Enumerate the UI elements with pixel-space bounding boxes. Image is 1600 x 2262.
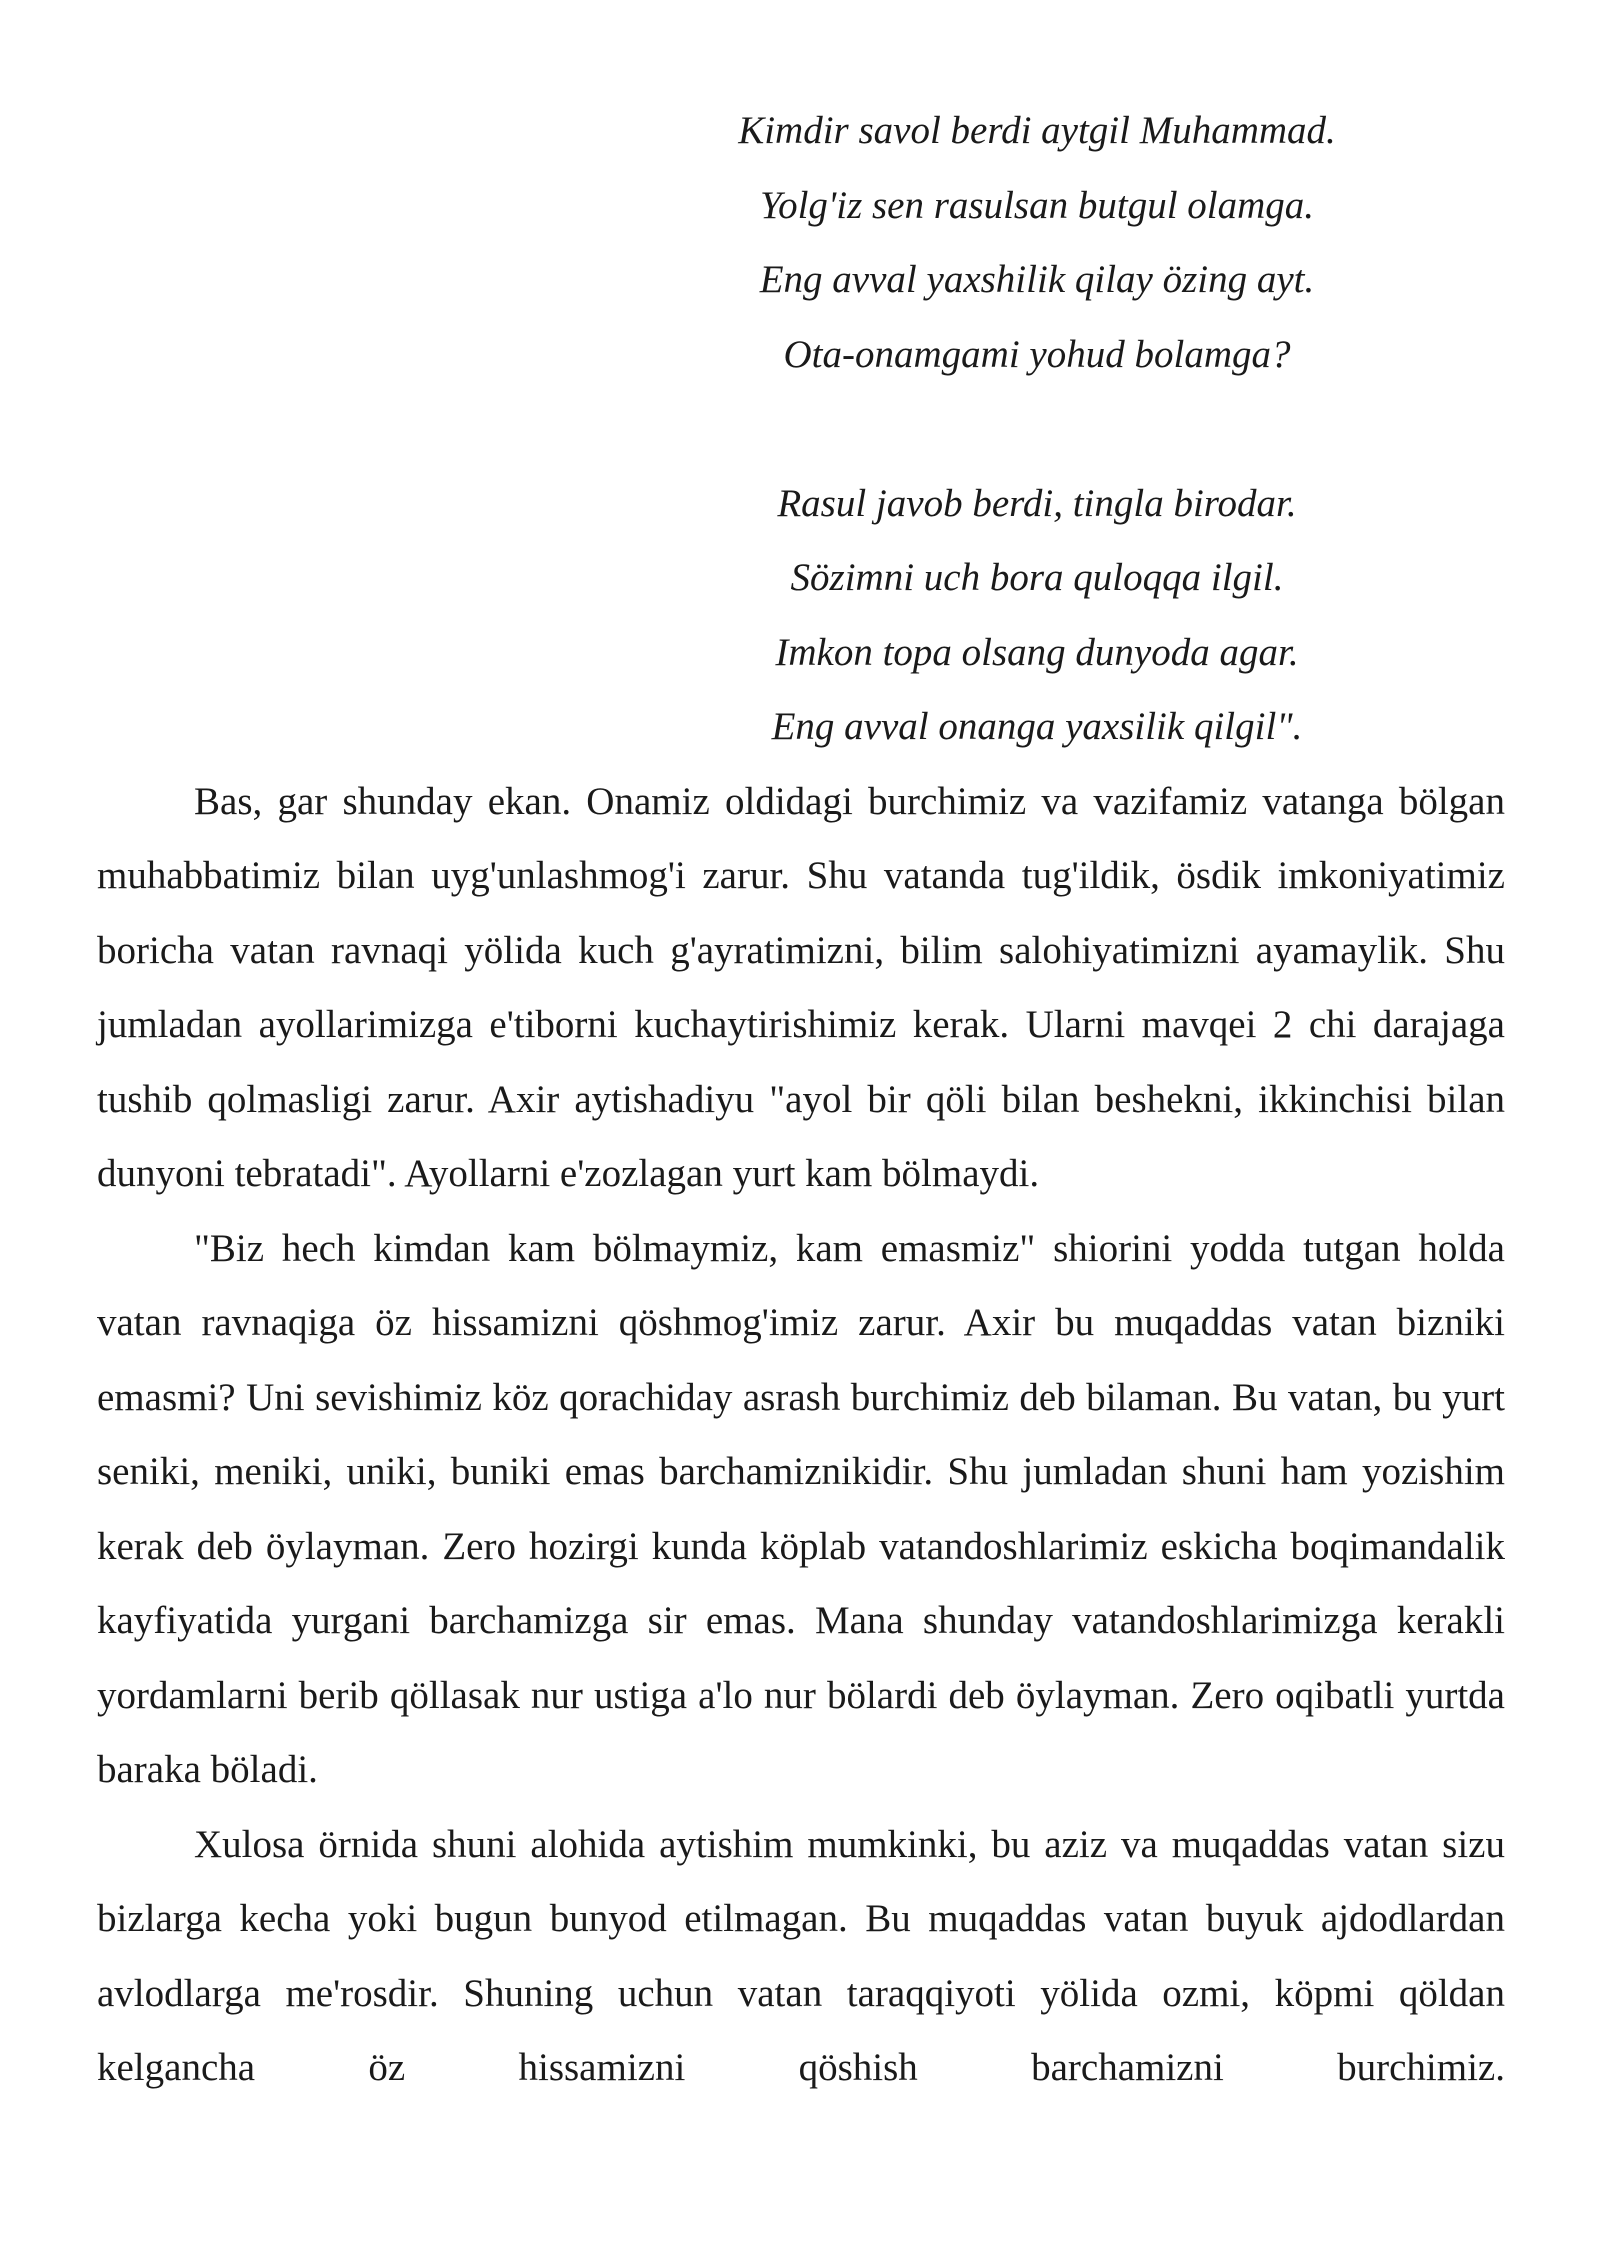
poem (647, 94, 1427, 765)
poem-line: Kimdir savol berdi aytgil Muhammad. (738, 109, 1336, 152)
document-page (97, 94, 1505, 2106)
body-paragraph: Bas, gar shunday ekan. Onamiz oldidagi burchimiz va vazifamiz vatanga bölgan muhabbatimiz bilan uyg'unlashmog'i zarur. Shu vatanda tug'ildik, ösdik imkoniyatimiz boricha vatan ravnaqi yölida kuch g'ayratimizni, bilim salohiyatimizni ayamaylik. Shu jumladan ayollarimizga e'tiborni kuchaytirishimiz kerak. Ularni mavqei 2 chi darajaga tushib qolmasligi zarur. Axir aytishadiyu "ayol bir qöli bilan beshekni, ikkinchisi bilan dunyoni tebratadi". Ayollarni e'zozlagan yurt kam bölmaydi. (97, 779, 1505, 1195)
poem-line: Yolg'iz sen rasulsan butgul olamga. (759, 183, 1315, 227)
body-paragraph: Xulosa örnida shuni alohida aytishim mumkinki, bu aziz va muqaddas vatan sizu bizlarga kecha yoki bugun bunyod etilmagan. Bu muqaddas vatan buyuk ajdodlardan avlodlarga me'rosdir. Shuning uchun vatan taraqqiyoti yölida ozmi, köpmi qöldan kelgancha öz hissamizni qöshish barchamizni burchimiz. (97, 1822, 1505, 2089)
body-paragraph: "Biz hech kimdan kam bölmaymiz, kam emasmiz" shiorini yodda tutgan holda vatan ravnaqiga öz hissamizni qöshmog'imiz zarur. Axir bu muqaddas vatan bizniki emasmi? Uni sevishimiz köz qorachiday asrash burchimiz deb bilaman. Bu vatan, bu yurt seniki, meniki, uniki, buniki emas barchamiznikidir. Shu jumladan shuni ham yozishim kerak deb öylayman. Zero hozirgi kunda köplab vatandoshlarimiz eskicha boqimandalik kayfiyatida yurgani barchamizga sir emas. Mana shunday vatandoshlarimizga kerakli yordamlarni berib qöllasak nur ustiga a'lo nur bölardi deb öylayman. Zero oqibatli yurtda baraka böladi. (97, 1226, 1505, 1791)
stanza-gap (647, 392, 1427, 467)
poem-line: Imkon topa olsang dunyoda agar. (775, 630, 1299, 674)
poem-line: Ota-onamgami yohud bolamga? (783, 332, 1291, 376)
poem-line: Sözimni uch bora quloqqa ilgil. (790, 556, 1284, 599)
poem-line: Eng avval onanga yaxsilik qilgil". (771, 705, 1303, 748)
poem-line: Eng avval yaxshilik qilay özing ayt. (759, 258, 1315, 301)
poem-line: Rasul javob berdi, tingla birodar. (777, 481, 1297, 525)
